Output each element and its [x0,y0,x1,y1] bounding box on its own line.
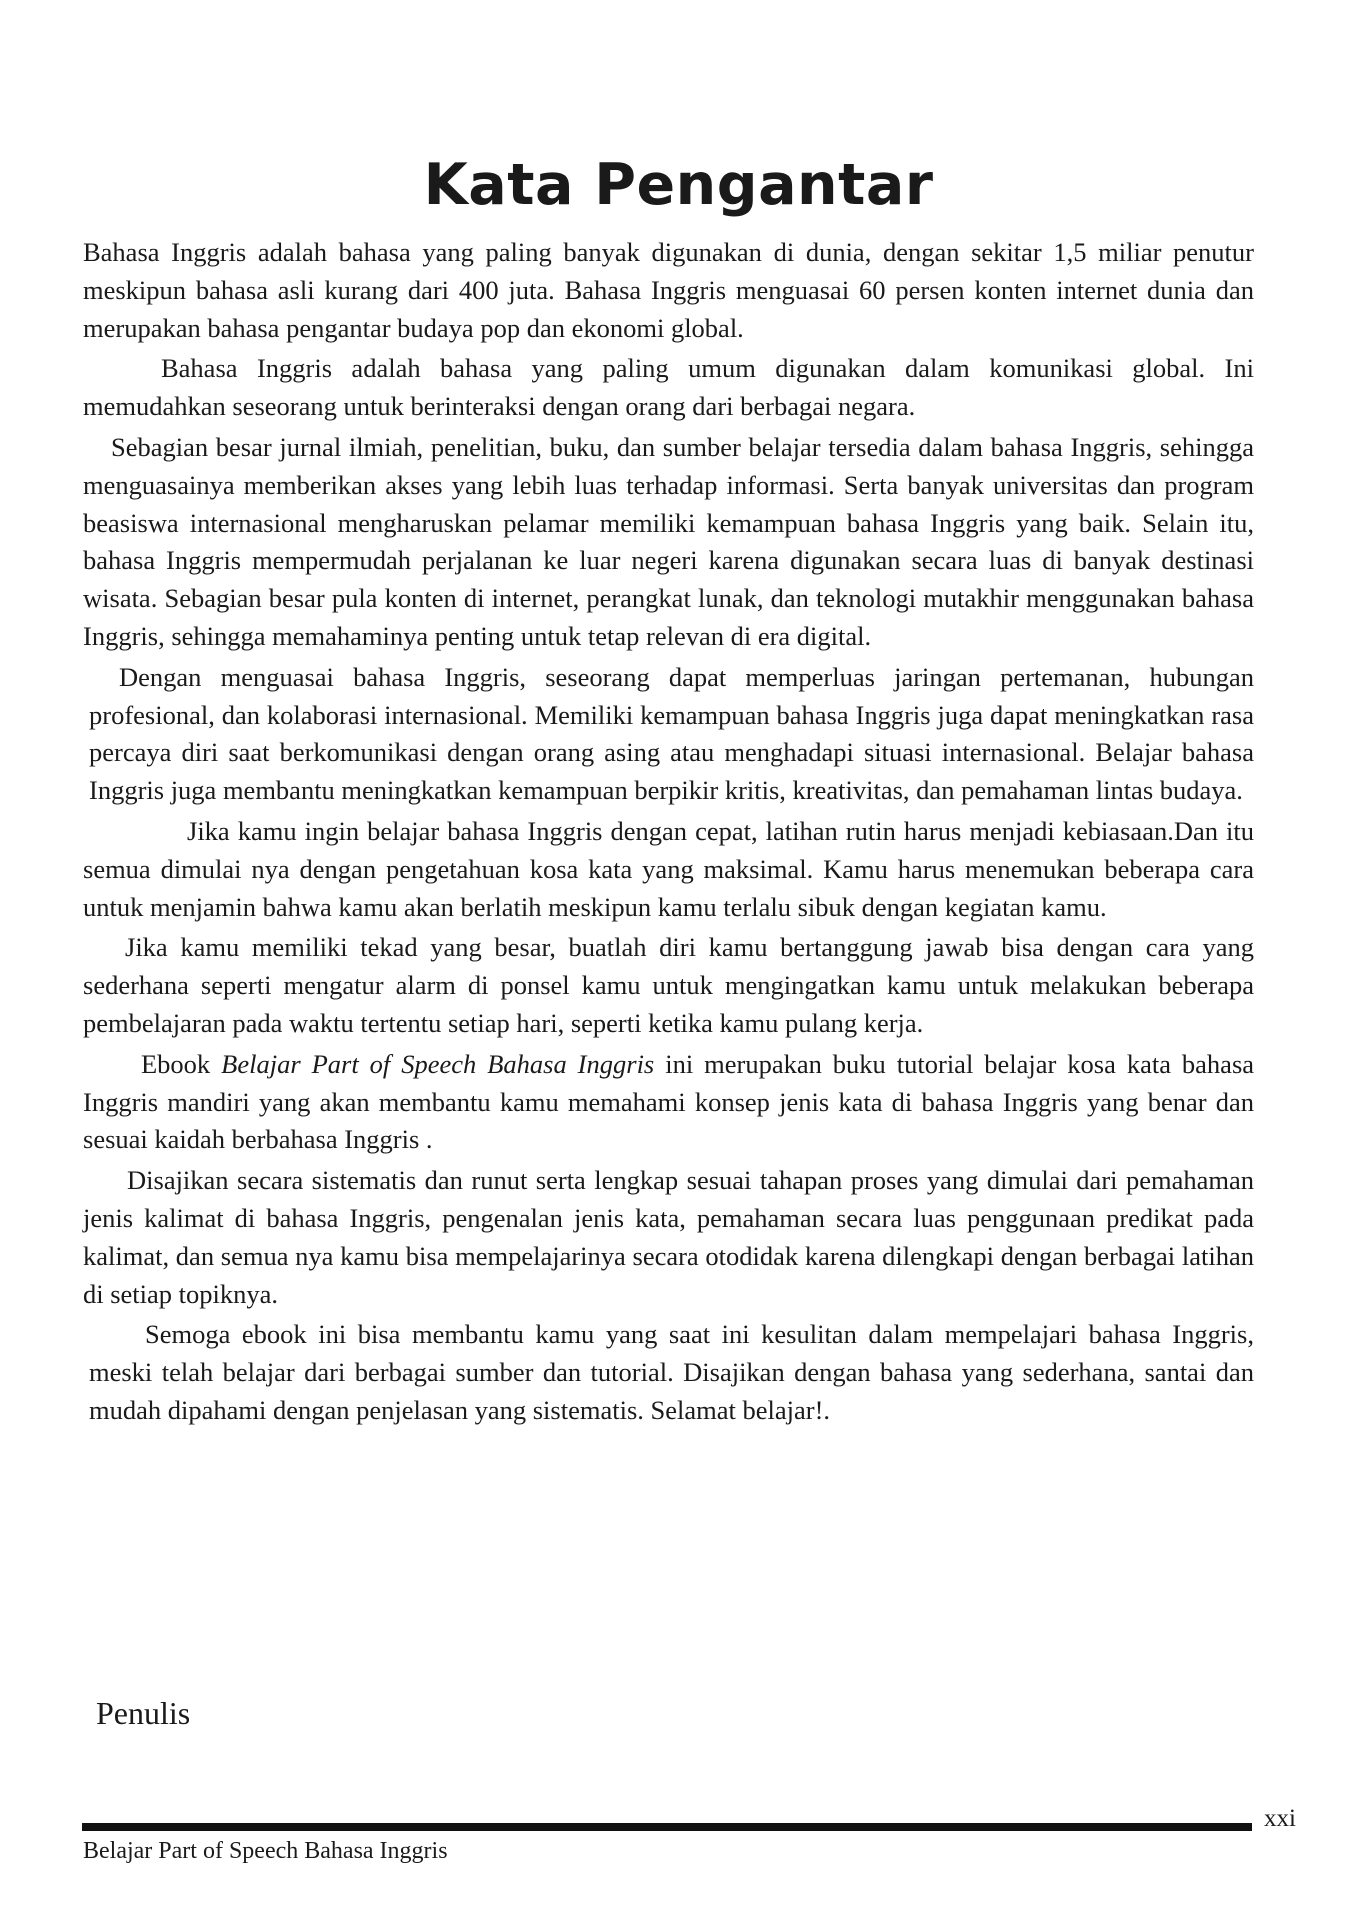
ebook-text-before: Ebook [141,1048,222,1079]
paragraph-4: Dengan menguasai bahasa Inggris, seseorang dapat memperluas jaringan pertemanan, hubungan profesional, dan kolaborasi internasional. Memiliki kemampuan bahasa Inggris juga dapat meningkatkan rasa percaya diri saat berkomunikasi dengan orang asing atau menghadapi situasi internasional. Belajar bahasa Inggris juga membantu meningkatkan kemampuan berpikir kritis, kreativitas, dan pemahaman lintas budaya. [89,661,1254,806]
page-number: xxi [1264,1805,1296,1832]
paragraph-3: Sebagian besar jurnal ilmiah, penelitian, buku, dan sumber belajar tersedia dalam bahasa Inggris, sehingga menguasainya memberikan akses yang lebih luas terhadap informasi. Serta banyak universitas dan program beasiswa internasional mengharuskan pelamar memiliki kemampuan bahasa Inggris yang baik. Selain itu, bahasa Inggris mempermudah perjalanan ke luar negeri karena digunakan secara luas di banyak destinasi wisata. Sebagian besar pula konten di internet, perangkat lunak, dan teknologi mutakhir menggunakan bahasa Inggris, sehingga memahaminya penting untuk tetap relevan di era digital. [83,431,1254,651]
ebook-text-after: ini merupakan buku tutorial belajar kosa kata bahasa Inggris mandiri yang akan membantu kamu memahami konsep jenis kata di bahasa Inggris yang benar dan sesuai kaidah berbahasa Inggris . [83,1048,1255,1155]
paragraph-8: Disajikan secara sistematis dan runut serta lengkap sesuai tahapan proses yang dimulai dari pemahaman jenis kalimat di bahasa Inggris, pengenalan jenis kata, pemahaman secara luas penggunaan predikat pada kalimat, dan semua nya kamu bisa mempelajarinya secara otodidak karena dilengkapi dengan berbagai latihan di setiap topiknya. [83,1165,1254,1309]
paragraph-9: Semoga ebook ini bisa membantu kamu yang saat ini kesulitan dalam mempelajari bahasa Inggris, meski telah belajar dari berbagai sumber dan tutorial. Disajikan dengan bahasa yang sederhana, santai dan mudah dipahami dengan penjelasan yang sistematis. Selamat belajar!. [89,1319,1254,1425]
page-title: Kata Pengantar [423,152,934,218]
ebook-title-italic: Belajar Part of Speech Bahasa Inggris [221,1048,655,1079]
signature: Penulis [96,1695,191,1731]
paragraph-6: Jika kamu memiliki tekad yang besar, buatlah diri kamu bertanggung jawab bisa dengan cara yang sederhana seperti mengatur alarm di ponsel kamu untuk mengingatkan kamu untuk melakukan beberapa pembelajaran pada waktu tertentu setiap hari, seperti ketika kamu pulang kerja. [83,932,1254,1038]
footer-rule [82,1823,1252,1831]
footer-book-title: Belajar Part of Speech Bahasa Inggris [83,1838,448,1864]
paragraph-ebook [83,1046,1254,1159]
paragraph-2: Bahasa Inggris adalah bahasa yang paling umum digunakan dalam komunikasi global. Ini memudahkan seseorang untuk berinteraksi dengan orang dari berbagai negara. [83,353,1254,422]
body-text [83,234,1254,1433]
paragraph-1: Bahasa Inggris adalah bahasa yang paling banyak digunakan di dunia, dengan sekitar 1,5 miliar penutur meskipun bahasa asli kurang dari 400 juta. Bahasa Inggris menguasai 60 persen konten internet dunia dan merupakan bahasa pengantar budaya pop dan ekonomi global. [83,237,1254,343]
paragraph-5: Jika kamu ingin belajar bahasa Inggris dengan cepat, latihan rutin harus menjadi kebiasaan.Dan itu semua dimulai nya dengan pengetahuan kosa kata yang maksimal. Kamu harus menemukan beberapa cara untuk menjamin bahwa kamu akan berlatih meskipun kamu terlalu sibuk dengan kegiatan kamu. [83,815,1254,922]
